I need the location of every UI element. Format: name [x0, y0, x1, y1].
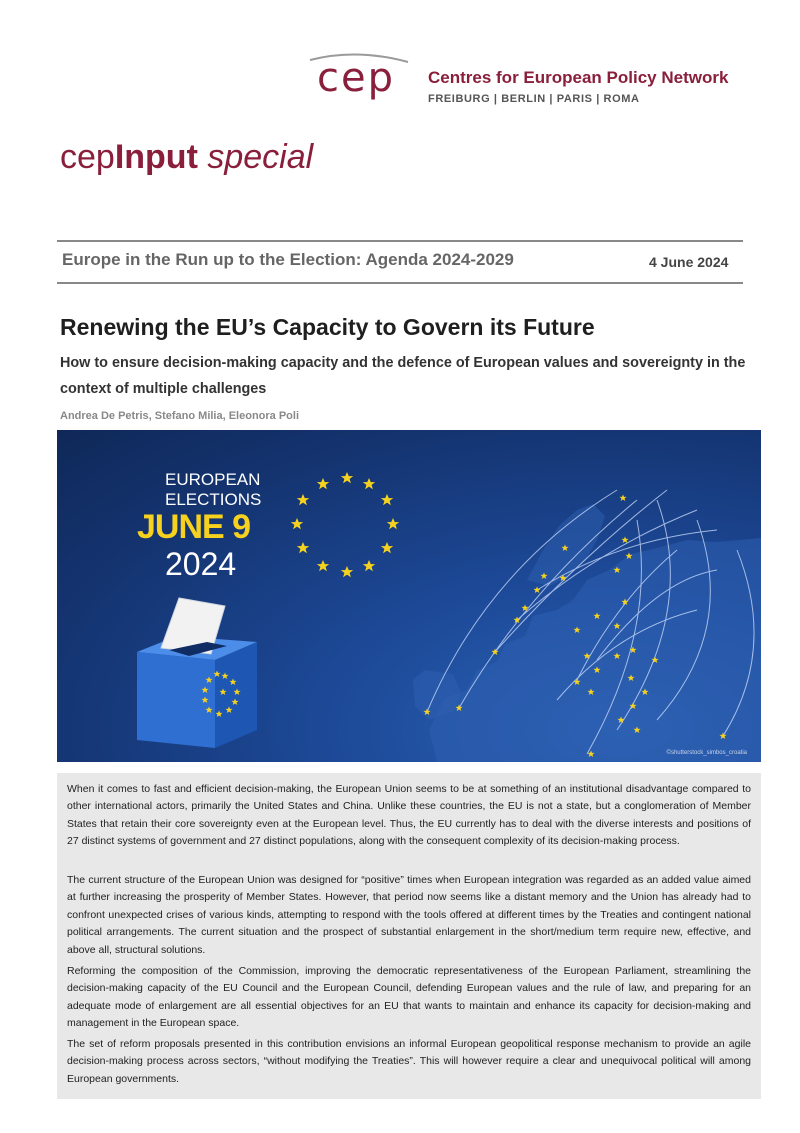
hero-graphics	[57, 430, 761, 762]
image-credit: ©shutterstock_simbos_croatia	[666, 750, 747, 756]
series-bold: Input	[114, 138, 198, 176]
summary-paragraph-2: The current structure of the European Union was designed for “positive” times when European integration was regarded as an added value aimed at further increasing the prosperity of Member States. However, that period now seems like a distant memory and the Union has already had to confront unexpected crises of various kinds, attempting to respond with the tools offered at different times by the Treaties and contingent national political arrangements. The current situation and the prospect of substantial enlargement in the short/medium term require new, effective, and above all, structural solutions.	[67, 874, 751, 956]
summary-paragraph-4: The set of reform proposals presented in this contribution envisions an informal European geopolitical response mechanism to provide an agile decision-making process across sectors, “without modifying the Treaties”. This will however require a clear and unequivocal political will among European governments.	[67, 1038, 751, 1085]
summary-paragraph-1: When it comes to fast and efficient decision-making, the European Union seems to be at something of an institutional disadvantage compared to other international actors, primarily the United States and China. Unlike these countries, the EU is not a state, but a conglomeration of Member States that retain their core sovereignty even at the European level. Thus, the EU currently has to deal with the diverse interests and positions of 27 distinct systems of government and 27 distinct populations, along with the consequent complexity of its decision-making process.	[67, 783, 751, 848]
logo-wordmark: cep	[317, 55, 395, 101]
divider-bottom	[57, 282, 743, 284]
eu-star-ring	[291, 472, 399, 577]
publication-date: 4 June 2024	[649, 254, 729, 270]
series-italic: special	[197, 138, 314, 176]
article-title: Renewing the EU’s Capacity to Govern its Future	[60, 314, 595, 340]
article-authors: Andrea De Petris, Stefano Milia, Eleonora Poli	[60, 410, 300, 422]
summary-paragraph-3: Reforming the composition of the Commission, improving the democratic representativeness of the European Parliament, streamlining the decision-making capacity of the EU Council and the European Council, defending European values and the rule of law, and preparing for an adequate mode of enlargement are all essential objectives for an EU that wants to maintain and enhance its capacity for decision-making and management in the European space.	[67, 965, 751, 1030]
hero-image	[57, 430, 761, 762]
hero-text-date: JUNE 9	[137, 508, 251, 546]
network-title: Centres for European Policy Network	[428, 68, 729, 87]
hero-text-european: EUROPEAN	[165, 470, 261, 489]
network-cities: FREIBURG | BERLIN | PARIS | ROMA	[428, 93, 640, 105]
cep-logo	[296, 52, 416, 112]
hero-text-year: 2024	[165, 546, 237, 582]
ballot-box-icon	[137, 598, 257, 748]
series-title	[60, 138, 313, 177]
hero-text-elections: ELECTIONS	[165, 490, 262, 509]
series-prefix: cep	[60, 138, 115, 176]
agenda-title: Europe in the Run up to the Election: Agenda 2024-2029	[62, 250, 514, 269]
summary-box	[57, 773, 761, 1099]
divider-top	[57, 240, 743, 242]
article-subtitle: How to ensure decision-making capacity and the defence of European values and sovereignty in the context of multiple challenges	[60, 355, 746, 397]
